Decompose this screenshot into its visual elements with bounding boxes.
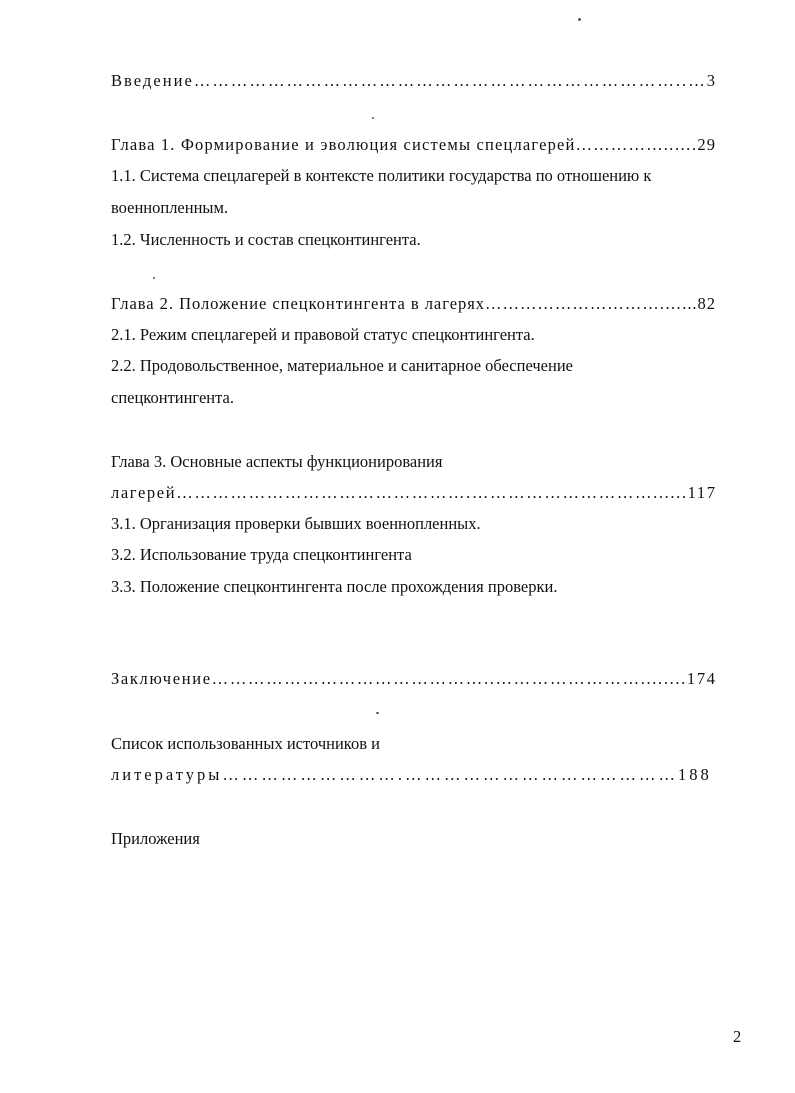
toc-section-3-1: 3.1. Организация проверки бывших военнопленных. <box>111 514 481 533</box>
toc-sources-line2: литературы……………………….……………………………………188 <box>111 765 712 784</box>
toc-section-2-2-line1: 2.2. Продовольственное, материальное и санитарное обеспечение <box>111 356 573 375</box>
toc-section-2-2-line2: спецконтингента. <box>111 388 235 407</box>
scan-speck <box>153 277 155 279</box>
scan-speck <box>376 712 379 714</box>
toc-section-1-1-line2: военнопленным. <box>111 198 229 217</box>
toc-section-2-1: 2.1. Режим спецлагерей и правовой статус спецконтингента. <box>111 325 535 344</box>
toc-section-1-2: 1.2. Численность и состав спецконтингента. <box>111 230 421 249</box>
toc-sources-line1: Список использованных источников и <box>111 734 380 753</box>
scan-speck <box>578 18 581 21</box>
toc-chapter-3-line1: Глава 3. Основные аспекты функционирования <box>111 452 443 471</box>
toc-section-1-1-line1: 1.1. Система спецлагерей в контексте политики государства по отношению к <box>111 166 652 185</box>
toc-chapter-1: Глава 1. Формирование и эволюция системы спецлагерей……………..….29 <box>111 135 717 154</box>
toc-chapter-3-line2: лагерей………………………………………….…………………………......117 <box>111 483 717 502</box>
toc-section-3-2: 3.2. Использование труда спецконтингента <box>111 545 412 564</box>
page-number: 2 <box>733 1027 742 1046</box>
toc-section-3-3: 3.3. Положение спецконтингента после прохождения проверки. <box>111 577 558 596</box>
toc-intro: Введение……………………………………………………………………..…3 <box>111 71 718 90</box>
scan-speck <box>372 117 374 119</box>
toc-chapter-2: Глава 2. Положение спецконтингента в лагерях………………………….…...82 <box>111 294 716 313</box>
toc-appendix: Приложения <box>111 829 200 848</box>
toc-conclusion: Заключение………………………………………..……………………........174 <box>111 669 717 688</box>
